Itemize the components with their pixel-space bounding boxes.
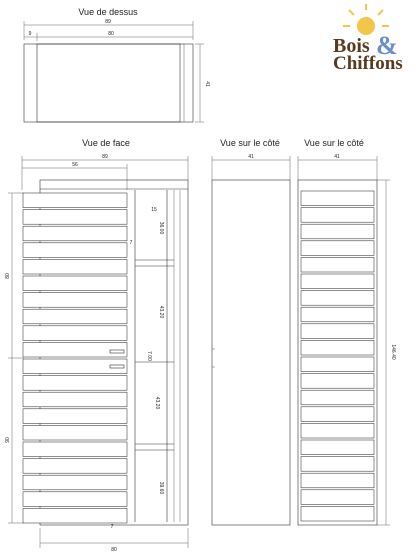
- front-door-width-label: 56: [72, 162, 78, 168]
- top-depth-label: 41: [204, 81, 210, 87]
- door-slat: [23, 210, 127, 225]
- front-view-title: Vue de face: [82, 138, 130, 148]
- front-bottom-width-label: 80: [111, 547, 117, 553]
- side-slat: [301, 241, 374, 256]
- side-view-2-title: Vue sur le côté: [304, 138, 364, 148]
- top-inner-width-label: 80: [108, 31, 114, 37]
- door-slat: [23, 309, 127, 324]
- front-shelf-2-label: 43.20: [158, 305, 164, 319]
- side-view-slats: [301, 191, 374, 521]
- side-slat: [301, 423, 374, 438]
- logo-word-chiffons: Chiffons: [333, 53, 403, 74]
- front-upper-height-label: 80: [5, 273, 11, 279]
- side-slat: [301, 208, 374, 223]
- side-view-2: [298, 138, 396, 525]
- front-shelf-top-depth-label: 15: [151, 207, 157, 213]
- door-slat: [23, 409, 127, 424]
- side-slat: [301, 440, 374, 455]
- side-slat: [301, 457, 374, 472]
- door-slat: [23, 442, 127, 457]
- side2-height-label: 146.40: [390, 344, 396, 360]
- front-total-width-label: 89: [102, 154, 108, 160]
- door-slat: [23, 276, 127, 291]
- front-door-slats: [23, 193, 127, 523]
- side-slat: [301, 274, 374, 289]
- logo: [333, 4, 403, 74]
- front-shelf-3-label: 7.00: [146, 351, 152, 361]
- side-slat: [301, 291, 374, 306]
- front-bottom-gap-label: 7: [110, 524, 114, 530]
- side-slat: [301, 473, 374, 488]
- side-view-1-title: Vue sur le côté: [220, 138, 280, 148]
- side-slat: [301, 374, 374, 389]
- door-slat: [23, 259, 127, 274]
- door-slat: [23, 193, 127, 208]
- side-slat: [301, 191, 374, 206]
- side-slat: [301, 307, 374, 322]
- door-slat: [23, 425, 127, 440]
- side-slat: [301, 407, 374, 422]
- door-slat: [23, 359, 127, 374]
- front-shelf-4-label: 43.20: [154, 396, 160, 410]
- side-slat: [301, 324, 374, 339]
- door-slat: [23, 226, 127, 241]
- door-slat: [23, 376, 127, 391]
- front-gap-left-label: 7: [129, 240, 133, 246]
- side-slat: [301, 257, 374, 272]
- door-slat: [23, 459, 127, 474]
- door-slat: [23, 326, 127, 341]
- door-slat: [23, 293, 127, 308]
- side-slat: [301, 506, 374, 521]
- side-slat: [301, 390, 374, 405]
- logo-word-bois: Bois: [333, 35, 370, 57]
- door-slat: [23, 475, 127, 490]
- door-slat: [23, 243, 127, 258]
- door-slat: [23, 492, 127, 507]
- door-slat: [23, 392, 127, 407]
- side2-depth-label: 41: [334, 154, 340, 160]
- side-slat: [301, 340, 374, 355]
- top-view-title: Vue de dessus: [78, 7, 138, 17]
- side-slat: [301, 357, 374, 372]
- side1-depth-label: 41: [248, 154, 254, 160]
- front-view: [5, 138, 188, 553]
- front-lower-height-label: 90: [5, 437, 11, 443]
- door-slat: [23, 508, 127, 523]
- side-slat: [301, 490, 374, 505]
- front-shelf-5-label: 39.60: [158, 481, 164, 495]
- top-offset-label: 9: [28, 31, 32, 37]
- front-shelf-1-label: 36.00: [158, 221, 164, 235]
- logo-ampersand: &: [376, 31, 398, 60]
- top-total-width-label: 89: [105, 19, 111, 25]
- top-view: [24, 7, 210, 122]
- side-view-1: [212, 138, 290, 525]
- side-slat: [301, 224, 374, 239]
